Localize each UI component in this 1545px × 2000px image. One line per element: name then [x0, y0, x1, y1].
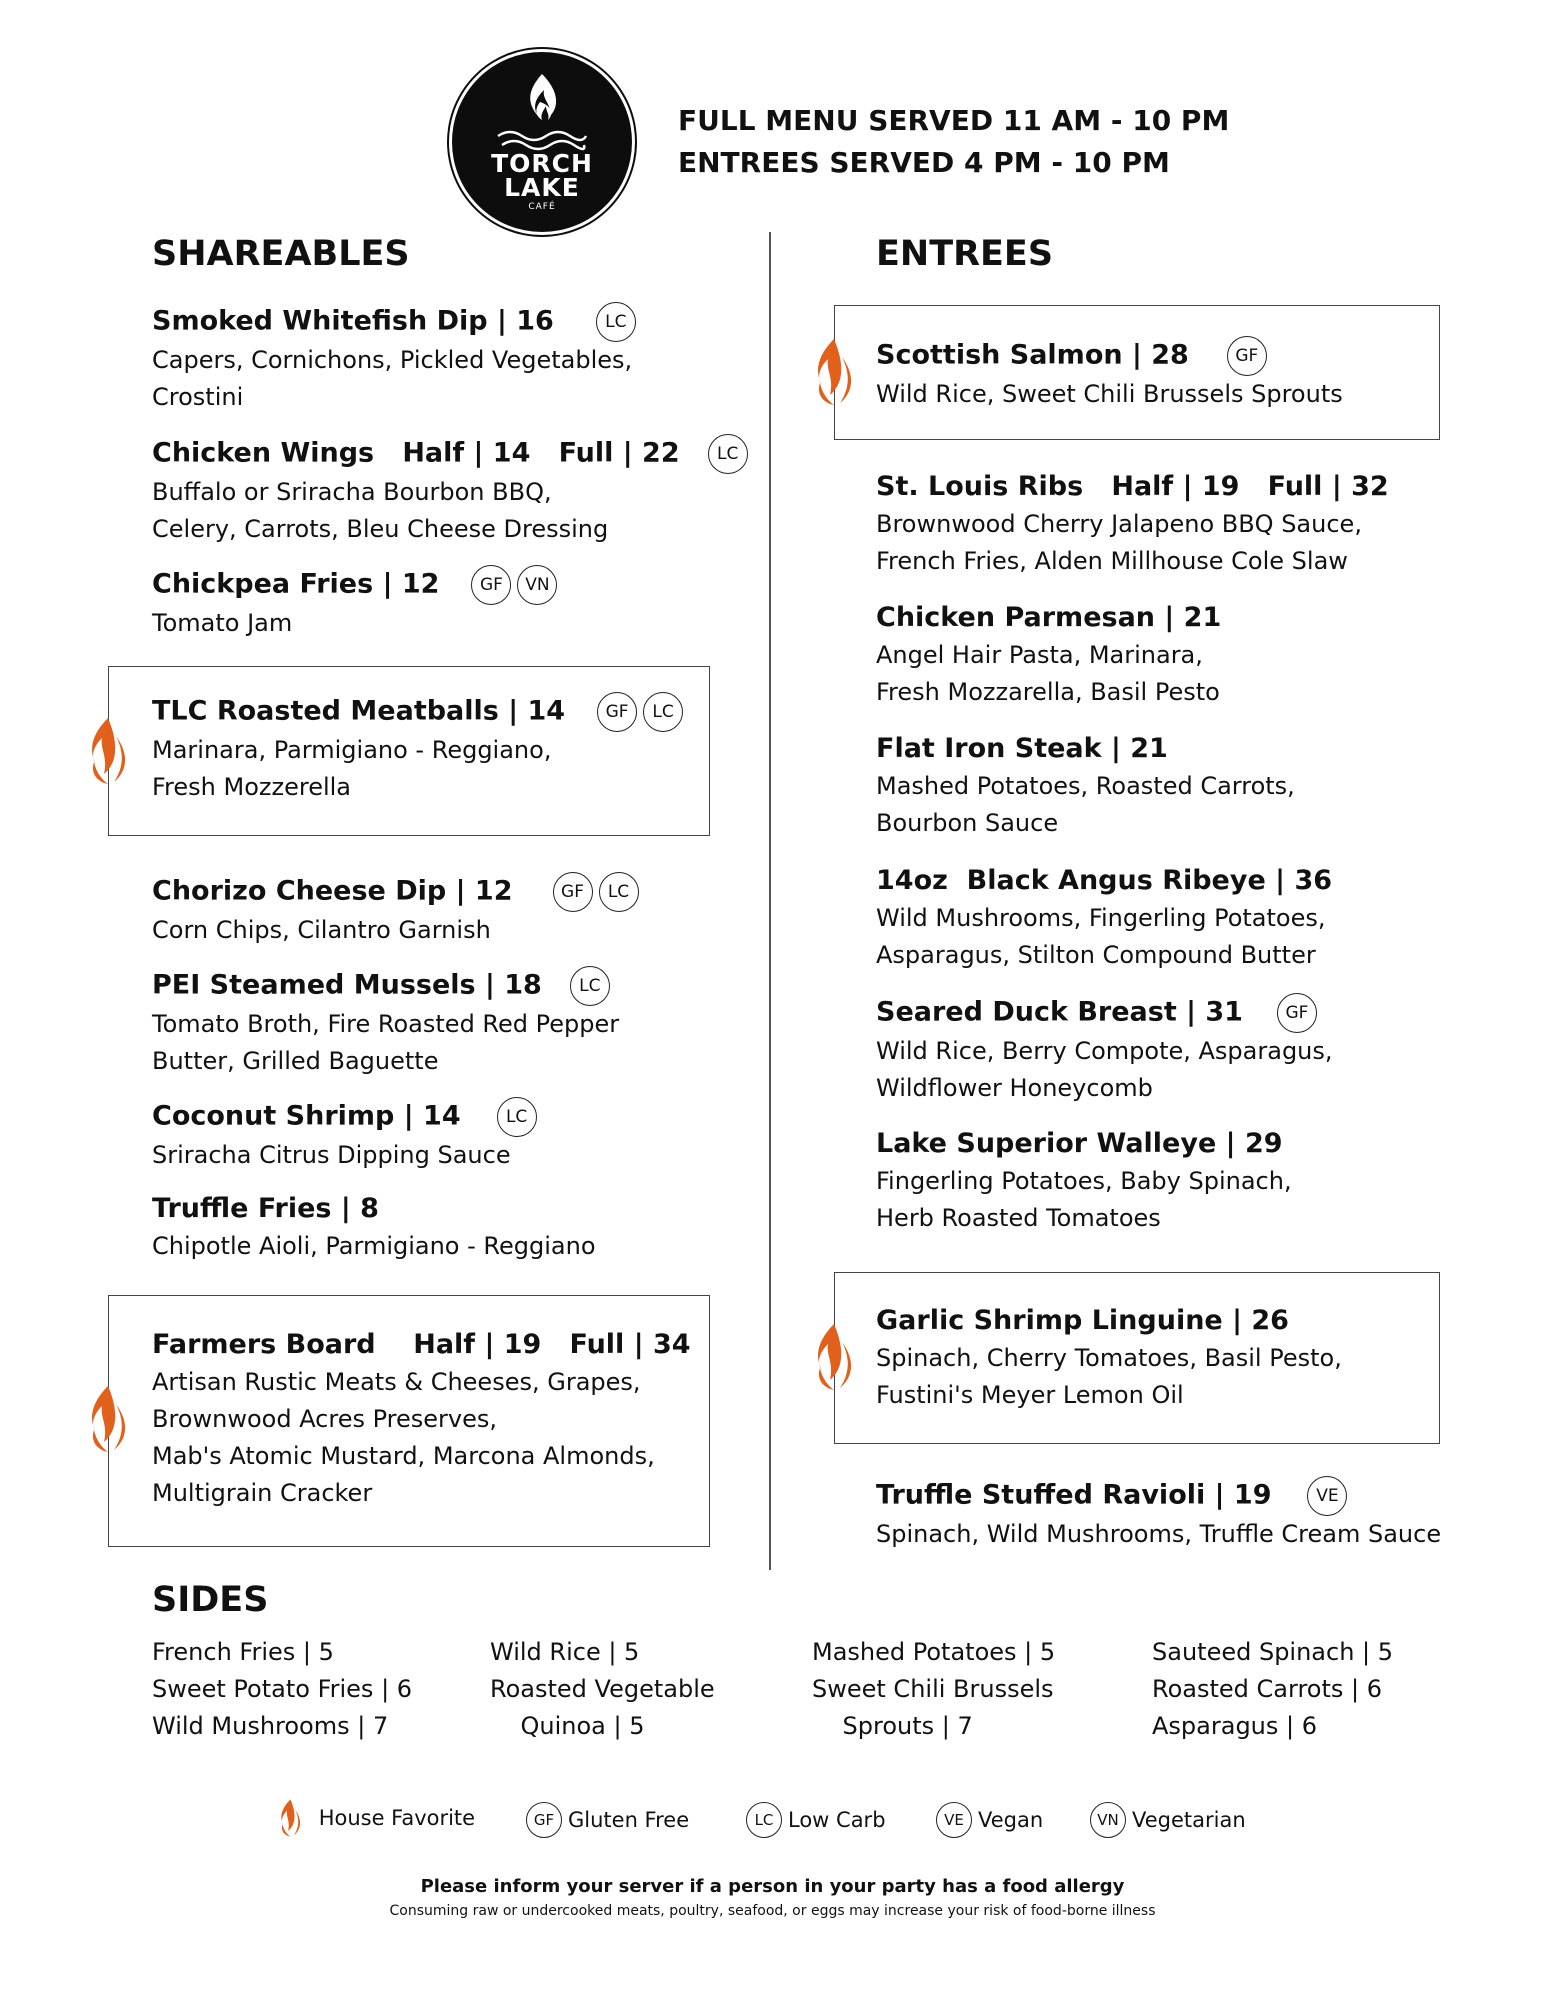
side-item: Wild Mushrooms | 7 — [152, 1712, 389, 1740]
item-name: Truffle Fries | 8 — [152, 1193, 379, 1224]
item-desc-line: Fustini's Meyer Lemon Oil — [876, 1381, 1184, 1409]
torch-lake-cafe-logo — [452, 52, 632, 232]
item-name: Coconut Shrimp | 14 — [152, 1100, 461, 1132]
item-desc-line: Asparagus, Stilton Compound Butter — [876, 941, 1316, 969]
low-carb-badge: LC — [570, 966, 610, 1006]
side-item: Sweet Potato Fries | 6 — [152, 1675, 413, 1703]
item-desc-line: Marinara, Parmigiano - Reggiano, — [152, 736, 552, 764]
item-desc-line: Spinach, Cherry Tomatoes, Basil Pesto, — [876, 1344, 1342, 1372]
item-name: St. Louis Ribs Half | 19 Full | 32 — [876, 471, 1389, 502]
item-desc-line: Tomato Jam — [152, 609, 293, 637]
house-favorite-flame-icon — [812, 337, 858, 407]
legend-label: Vegan — [978, 1808, 1044, 1832]
menu-item — [876, 336, 1476, 413]
item-desc-line: Capers, Cornichons, Pickled Vegetables, — [152, 346, 633, 374]
flame-icon — [278, 1798, 304, 1838]
item-name: Seared Duck Breast | 31 — [876, 996, 1243, 1028]
low-carb-badge: LC — [746, 1802, 782, 1838]
item-desc-line: Buffalo or Sriracha Bourbon BBQ, — [152, 478, 552, 506]
legend-vegan — [936, 1802, 1043, 1838]
item-name: Flat Iron Steak | 21 — [876, 733, 1168, 764]
side-item: French Fries | 5 — [152, 1638, 334, 1666]
item-desc-line: Fingerling Potatoes, Baby Spinach, — [876, 1167, 1292, 1195]
house-favorite-flame-icon — [86, 716, 132, 786]
menu-item — [876, 862, 1476, 974]
shareables-title: SHAREABLES — [152, 234, 410, 274]
item-desc-line: Celery, Carrots, Bleu Cheese Dressing — [152, 515, 609, 543]
item-name: TLC Roasted Meatballs | 14 — [152, 695, 566, 727]
menu-item — [876, 993, 1476, 1107]
side-item: Asparagus | 6 — [1152, 1712, 1317, 1740]
item-desc-line: Bourbon Sauce — [876, 809, 1059, 837]
menu-item — [876, 1302, 1476, 1414]
sides-column — [152, 1634, 412, 1745]
item-desc-line: Crostini — [152, 383, 244, 411]
hours-full-menu: FULL MENU SERVED 11 AM - 10 PM — [678, 104, 1230, 137]
item-desc-line: Fresh Mozzarella, Basil Pesto — [876, 678, 1220, 706]
item-desc-line: Sriracha Citrus Dipping Sauce — [152, 1141, 511, 1169]
side-item: Sauteed Spinach | 5 — [1152, 1638, 1394, 1666]
logo-name-lake: LAKE — [504, 173, 580, 202]
legend — [0, 1802, 1545, 1842]
side-item: Roasted Vegetable — [490, 1675, 715, 1703]
menu-item — [152, 872, 752, 949]
item-desc-line: Mashed Potatoes, Roasted Carrots, — [876, 772, 1295, 800]
side-item: Mashed Potatoes | 5 — [812, 1638, 1056, 1666]
item-name: Garlic Shrimp Linguine | 26 — [876, 1305, 1289, 1336]
sides-column — [1152, 1634, 1393, 1745]
item-name: Scottish Salmon | 28 — [876, 339, 1189, 371]
item-name: Chicken Wings Half | 14 Full | 22 — [152, 437, 680, 469]
item-name: Chicken Parmesan | 21 — [876, 602, 1222, 633]
menu-item — [152, 565, 752, 642]
item-name: Truffle Stuffed Ravioli | 19 — [876, 1479, 1272, 1511]
item-desc-line: Wild Rice, Sweet Chili Brussels Sprouts — [876, 380, 1343, 408]
item-name: Chorizo Cheese Dip | 12 — [152, 875, 513, 907]
legend-vegetarian — [1090, 1802, 1246, 1838]
menu-item — [152, 1326, 752, 1512]
legend-house-favorite — [278, 1798, 475, 1838]
logo-name-torch: TORCH — [491, 149, 593, 178]
item-desc-line: Mab's Atomic Mustard, Marcona Almonds, — [152, 1442, 655, 1470]
menu-item — [876, 730, 1476, 842]
menu-item — [876, 599, 1476, 711]
low-carb-badge: LC — [599, 872, 639, 912]
menu-item — [152, 966, 752, 1080]
legend-label: House Favorite — [318, 1806, 476, 1830]
item-desc-line: Chipotle Aioli, Parmigiano - Reggiano — [152, 1232, 596, 1260]
item-name: 14oz Black Angus Ribeye | 36 — [876, 865, 1333, 896]
logo-name-cafe: CAFÉ — [528, 202, 556, 212]
item-name: Chickpea Fries | 12 — [152, 568, 440, 600]
side-item: Sweet Chili Brussels — [812, 1675, 1054, 1703]
item-desc-line: French Fries, Alden Millhouse Cole Slaw — [876, 547, 1348, 575]
item-desc-line: Multigrain Cracker — [152, 1479, 373, 1507]
entrees-title: ENTREES — [876, 234, 1054, 274]
menu-item — [152, 1190, 752, 1265]
item-desc-line: Spinach, Wild Mushrooms, Truffle Cream Sauce — [876, 1520, 1442, 1548]
item-desc-line: Herb Roasted Tomatoes — [876, 1204, 1161, 1232]
item-desc-line: Wild Mushrooms, Fingerling Potatoes, — [876, 904, 1326, 932]
item-desc-line: Artisan Rustic Meats & Cheeses, Grapes, — [152, 1368, 641, 1396]
menu-item — [876, 1476, 1476, 1553]
column-divider — [769, 232, 771, 1570]
hours-entrees: ENTREES SERVED 4 PM - 10 PM — [678, 146, 1170, 179]
item-name: Smoked Whitefish Dip | 16 — [152, 305, 554, 337]
item-name: Farmers Board Half | 19 Full | 34 — [152, 1329, 691, 1360]
item-desc-line: Fresh Mozzerella — [152, 773, 352, 801]
low-carb-badge: LC — [497, 1097, 537, 1137]
gluten-free-badge: GF — [471, 565, 511, 605]
house-favorite-flame-icon — [812, 1322, 858, 1392]
legend-low-carb — [746, 1802, 886, 1838]
gluten-free-badge: GF — [553, 872, 593, 912]
menu-item — [876, 468, 1476, 580]
low-carb-badge: LC — [596, 302, 636, 342]
sides-column — [812, 1634, 1055, 1745]
side-item: Sprouts | 7 — [812, 1712, 973, 1740]
vegan-badge: VE — [936, 1802, 972, 1838]
item-name: PEI Steamed Mussels | 18 — [152, 969, 542, 1001]
sides-title: SIDES — [152, 1580, 269, 1620]
side-item: Quinoa | 5 — [490, 1712, 645, 1740]
low-carb-badge: LC — [708, 434, 748, 474]
vegetarian-badge: VN — [517, 565, 557, 605]
gluten-free-badge: GF — [526, 1802, 562, 1838]
legend-label: Gluten Free — [568, 1808, 690, 1832]
allergy-notice: Please inform your server if a person in your party has a food allergy — [420, 1876, 1125, 1897]
item-desc-line: Corn Chips, Cilantro Garnish — [152, 916, 491, 944]
low-carb-badge: LC — [643, 692, 683, 732]
side-item: Roasted Carrots | 6 — [1152, 1675, 1382, 1703]
vegetarian-badge: VN — [1090, 1802, 1126, 1838]
vegan-badge: VE — [1307, 1476, 1347, 1516]
menu-item — [152, 1097, 752, 1174]
menu-item — [152, 692, 752, 806]
sides-column — [490, 1634, 715, 1745]
item-desc-line: Wild Rice, Berry Compote, Asparagus, — [876, 1037, 1333, 1065]
gluten-free-badge: GF — [597, 692, 637, 732]
legend-label: Vegetarian — [1132, 1808, 1246, 1832]
item-desc-line: Angel Hair Pasta, Marinara, — [876, 641, 1203, 669]
item-name: Lake Superior Walleye | 29 — [876, 1128, 1283, 1159]
item-desc-line: Brownwood Cherry Jalapeno BBQ Sauce, — [876, 510, 1362, 538]
side-item: Wild Rice | 5 — [490, 1638, 640, 1666]
house-favorite-flame-icon — [86, 1384, 132, 1454]
menu-item — [152, 434, 752, 548]
item-desc-line: Butter, Grilled Baguette — [152, 1047, 439, 1075]
menu-item — [152, 302, 752, 416]
legend-label: Low Carb — [788, 1808, 886, 1832]
gluten-free-badge: GF — [1227, 336, 1267, 376]
menu-item — [876, 1125, 1476, 1237]
item-desc-line: Tomato Broth, Fire Roasted Red Pepper — [152, 1010, 620, 1038]
food-safety-warning: Consuming raw or undercooked meats, poultry, seafood, or eggs may increase your risk of food-borne illness — [389, 1903, 1156, 1919]
item-desc-line: Wildflower Honeycomb — [876, 1074, 1153, 1102]
legend-gluten-free — [526, 1802, 689, 1838]
gluten-free-badge: GF — [1277, 993, 1317, 1033]
item-desc-line: Brownwood Acres Preserves, — [152, 1405, 498, 1433]
